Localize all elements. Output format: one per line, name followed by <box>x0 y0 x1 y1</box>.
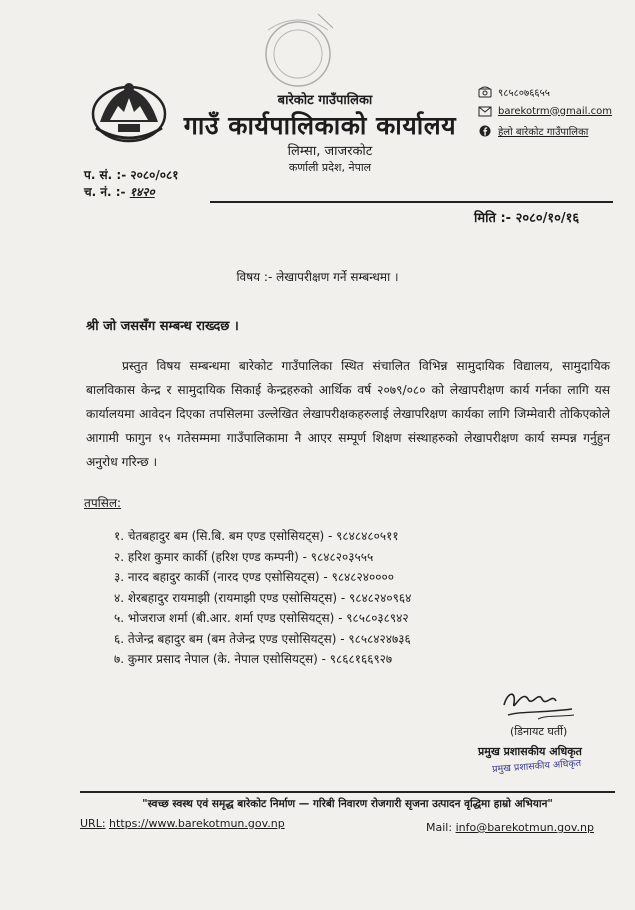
tapasil-heading: तपसिल: <box>84 496 122 510</box>
list-item: ७. कुमार प्रसाद नेपाल (के. नेपाल एसोसियट्स) - ९८६८१६६९२७ <box>114 652 393 666</box>
auditor-list <box>114 526 534 670</box>
url-link[interactable]: https://www.barekotmun.gov.np <box>109 817 285 830</box>
letter-subject: विषय :- लेखापरीक्षण गर्ने सम्बन्धमा । <box>236 270 399 284</box>
phone-icon <box>478 86 492 98</box>
cn-label: च. नं. :- <box>84 185 126 199</box>
footer-divider <box>80 791 615 793</box>
reference-ps <box>84 166 178 183</box>
municipality-name: बारेकोट गाउँपालिका <box>277 93 373 108</box>
list-item: २. हरिश कुमार कार्की (हरिश एण्ड कम्पनी) - ९८४८२०३५५५ <box>114 549 374 564</box>
letter-body: प्रस्तुत विषय सम्बन्धमा बारेकोट गाउँपालिका स्थित संचालित विभिन्न सामुदायिक विद्यालय, सामुदायिक बालविकास केन्द्र र सामुदायिक सिकाई केन्द्रहरुको आर्थिक वर्ष २०७९/०८० को लेखापरीक्षण कार्य गर्नका लागि यस कार्यालयमा आवेदन दिएका तपसिलमा उल्लेखित लेखापरीक्षकहरुलाई लेखापरिक्षण कार्यका लागि जिम्मेवारी तोकिएकोले आगामी फागुन १५ गतेसम्ममा गाउँपालिकामा नै आएर सम्पूर्ण शिक्षण संस्थाहरुको लेखापरीक्षण कार्य सम्पन्न गर्नुहुन अनुरोध गरिन्छ । <box>86 359 610 469</box>
ps-value: २०८०/०८१ <box>130 168 179 182</box>
signatory-stamp: प्रमुख प्रशासकीय अधिकृत <box>491 757 582 776</box>
office-province: कर्णाली प्रदेश, नेपाल <box>288 161 372 174</box>
date-value: २०८०/१०/१६ <box>515 211 580 226</box>
list-item: ६. तेजेन्द्र बहादुर बम (बम तेजेन्द्र एण्ड एसोसियट्स) - ९८५८४२४७३६ <box>114 631 411 646</box>
letter-date <box>474 208 579 226</box>
cn-value: १४२० <box>129 185 155 199</box>
contact-facebook <box>478 124 588 138</box>
footer-slogan: "स्वच्छ स्वस्थ एवं समृद्ध बारेकोट निर्माण — गरिबी निवारण रोजगारी सृजना उत्पादन वृद्धिमा हाम्रो अभियान" <box>142 798 553 810</box>
mail-link[interactable]: info@barekotmun.gov.np <box>455 821 594 834</box>
phone-number: ९८५८०७६६५५ <box>498 88 550 99</box>
list-item: ५. भोजराज शर्मा (बी.आर. शर्मा एण्ड एसोसियट्स) - ९८५८०३८९४२ <box>114 611 409 625</box>
date-label: मिति :- <box>474 211 512 226</box>
url-label: URL: <box>80 817 106 830</box>
facebook-icon <box>478 125 492 137</box>
handwritten-signature-icon <box>498 685 578 725</box>
header-divider <box>210 201 613 203</box>
contact-email <box>478 105 612 117</box>
signatory-name: (डिनायट घर्ती) <box>510 725 568 738</box>
office-stamp-icon <box>248 10 348 94</box>
office-title: गाउँ कार्यपालिकाको कार्यालय <box>183 111 457 140</box>
footer-mail <box>426 821 594 834</box>
nepal-emblem-icon <box>88 78 170 146</box>
list-item: १. चेतबहादुर बम (सि.बि. बम एण्ड एसोसियट्स) - ९८४८४८०५११ <box>114 529 399 543</box>
facebook-link[interactable]: हेलो बारेकोट गाउँपालिका <box>498 127 589 138</box>
email-link[interactable]: barekotrm@gmail.com <box>498 105 612 117</box>
list-item: ३. नारद बहादुर कार्की (नारद एण्ड एसोसियट्स) - ९८४८२४०००० <box>114 570 394 584</box>
footer-url <box>80 817 285 830</box>
list-item: ४. शेरबहादुर रायमाझी (रायमाझी एण्ड एसोसियट्स) - ९८४८२४०९६४ <box>114 590 412 605</box>
contact-phone <box>478 85 550 99</box>
ps-label: प. सं. :- <box>84 168 127 182</box>
mail-label: Mail: <box>426 821 453 834</box>
reference-cn <box>84 183 155 200</box>
signatory-title: प्रमुख प्रशासकीय अधिकृत <box>478 745 582 758</box>
mail-icon <box>478 105 492 117</box>
office-place: लिम्सा, जाजरकोट <box>287 144 373 159</box>
letter-salutation: श्री जो जससँग सम्बन्ध राख्दछ । <box>86 319 239 334</box>
